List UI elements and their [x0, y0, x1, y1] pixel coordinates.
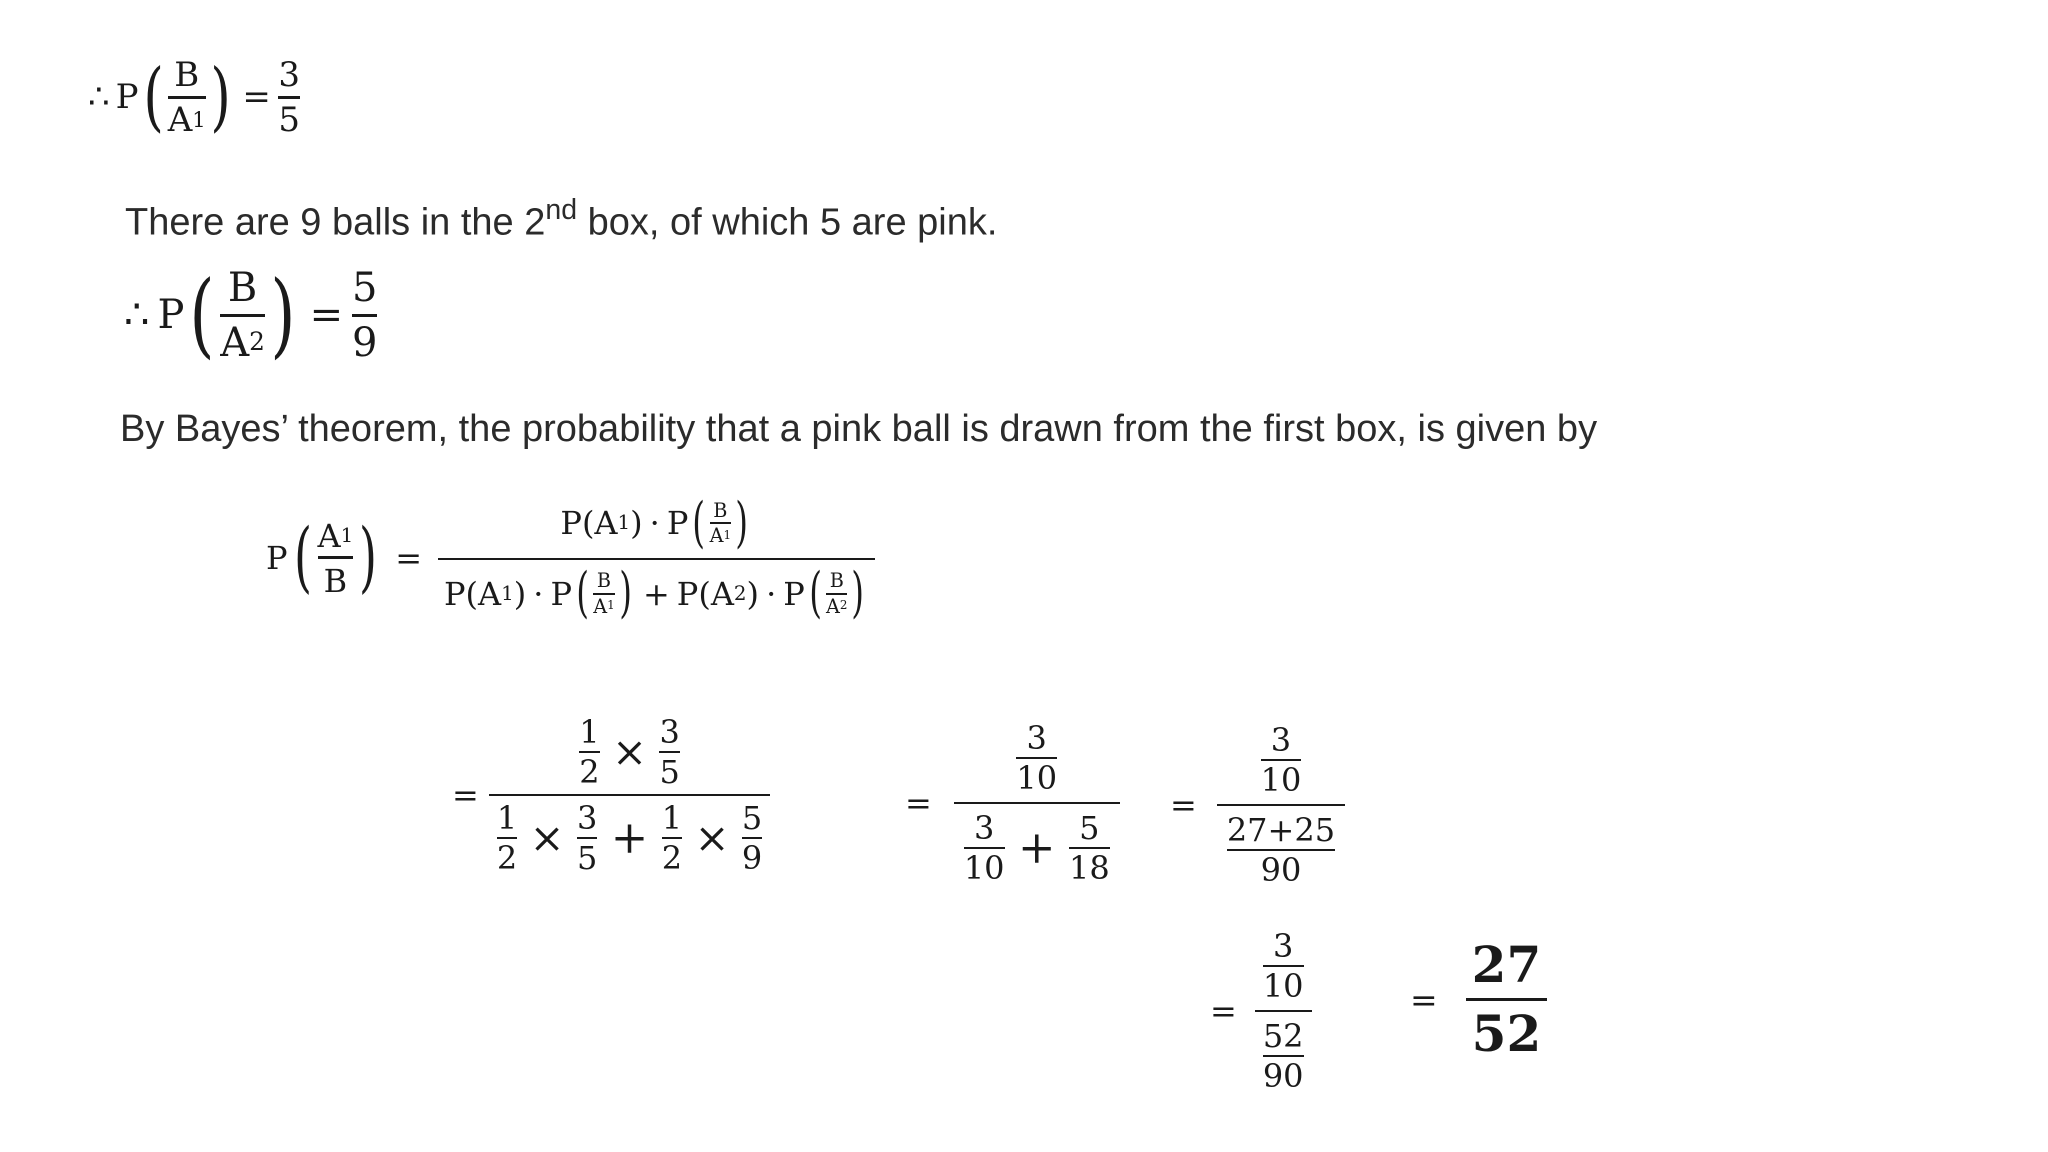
- fraction-1-2: [661, 799, 683, 877]
- prob-symbol: P: [444, 574, 466, 613]
- left-paren: (: [189, 261, 215, 369]
- times-operator: ×: [612, 727, 647, 777]
- subscript: 1: [607, 598, 615, 613]
- subscript: 2: [733, 581, 747, 605]
- denominator: 90: [1260, 851, 1302, 889]
- times-operator: ×: [694, 813, 730, 863]
- bayes-denominator: [438, 560, 875, 625]
- numerator: 1: [496, 799, 518, 837]
- fraction-52-90: [1262, 1017, 1304, 1095]
- left-paren: (: [692, 491, 706, 554]
- prob-symbol: P: [550, 574, 573, 613]
- event-a: A: [593, 594, 608, 618]
- fraction-5-18: [1068, 809, 1110, 887]
- denominator: 5: [576, 839, 598, 877]
- fraction-5-9: [351, 265, 378, 366]
- denominator: [167, 99, 206, 140]
- prob-symbol: P: [666, 504, 689, 543]
- prob-symbol: P: [266, 539, 288, 578]
- numerator: 3: [1272, 927, 1294, 965]
- right-paren: ): [270, 261, 296, 369]
- step-1-substitution: [452, 713, 770, 877]
- fraction-1-2: [579, 713, 600, 791]
- prob-symbol: P: [676, 574, 699, 613]
- denominator: 2: [496, 839, 518, 877]
- prob-symbol: P: [560, 504, 582, 543]
- right-paren: ): [851, 561, 865, 625]
- step-3-denominator: [1217, 806, 1345, 889]
- event-a: A: [317, 517, 341, 556]
- bayes-formula: [266, 491, 875, 625]
- subscript: 1: [340, 524, 354, 548]
- fraction-3-10: [1262, 927, 1304, 1005]
- denominator: 5: [278, 99, 300, 140]
- prob-symbol: P: [115, 77, 139, 118]
- therefore-symbol: ∴: [88, 77, 110, 118]
- fraction-b-over-a2: [220, 265, 265, 366]
- fraction-3-10: [1260, 721, 1302, 799]
- numerator: 3: [576, 799, 598, 837]
- right-paren: ): [746, 574, 760, 613]
- fraction-1-2: [496, 799, 518, 877]
- statement-prefix: There are 9 balls in the 2: [125, 201, 546, 244]
- numerator: 27+25: [1226, 811, 1336, 849]
- equals-sign: =: [242, 77, 271, 118]
- fraction-a1-over-b: [317, 517, 354, 600]
- denominator: B: [323, 561, 348, 600]
- step-2-denominator: [954, 804, 1120, 887]
- plus-operator: +: [610, 810, 649, 864]
- denominator: 18: [1068, 849, 1110, 887]
- event-a: A: [709, 524, 724, 548]
- step-3-combined: [1170, 721, 1345, 889]
- denominator: 10: [1260, 761, 1302, 799]
- numerator: 1: [661, 799, 683, 837]
- numerator: B: [713, 499, 728, 522]
- right-paren: ): [618, 561, 632, 625]
- numerator: B: [227, 265, 258, 311]
- step-2-simplified: [905, 719, 1120, 887]
- prob-symbol: P: [157, 292, 185, 339]
- step-1-fraction: [489, 713, 770, 877]
- plus-operator: +: [642, 574, 670, 613]
- step-3-numerator: [1260, 721, 1302, 804]
- left-paren: (: [142, 52, 164, 140]
- dot-operator: ·: [649, 504, 660, 543]
- prob-symbol: P: [783, 574, 805, 613]
- denominator: 5: [659, 753, 680, 791]
- denominator: 9: [351, 319, 378, 366]
- step-4-denominator: [1255, 1012, 1312, 1095]
- therefore-symbol: ∴: [124, 292, 150, 339]
- step-2-fraction: [954, 719, 1120, 887]
- fraction-3-5: [659, 713, 680, 791]
- equals-sign: =: [309, 292, 344, 339]
- fraction-27-52: [1466, 935, 1548, 1063]
- bayes-statement: By Bayes’ theorem, the probability that a pink ball is drawn from the first box, is given by: [120, 408, 1598, 450]
- numerator: 5: [351, 265, 378, 311]
- denominator: [709, 524, 732, 548]
- subscript: 1: [723, 527, 732, 542]
- numerator: 3: [973, 809, 995, 847]
- denominator: 10: [1262, 967, 1304, 1005]
- denominator: 90: [1262, 1057, 1304, 1095]
- right-paren: ): [513, 574, 527, 613]
- right-paren: ): [359, 513, 378, 602]
- denominator: 2: [579, 753, 600, 791]
- fraction-b-over-a1-small: [709, 499, 732, 548]
- fraction-5-9: [741, 799, 763, 877]
- denominator: 2: [661, 839, 683, 877]
- equals-sign: =: [1170, 786, 1197, 824]
- step-1-numerator: [579, 713, 680, 794]
- step-4-numerator: [1262, 927, 1304, 1010]
- fraction-b-over-a1: [167, 55, 206, 140]
- step-1-denominator: [489, 796, 770, 877]
- ordinal-superscript: nd: [545, 194, 578, 226]
- fraction-3-5: [278, 55, 300, 140]
- step-4-reduced: [1210, 927, 1312, 1095]
- fraction-3-10: [1016, 719, 1058, 797]
- numerator: 3: [1026, 719, 1047, 757]
- step-3-fraction: [1217, 721, 1345, 889]
- fraction-3-10: [963, 809, 1005, 887]
- numerator: [317, 517, 354, 556]
- equals-sign: =: [1210, 992, 1237, 1030]
- denominator: 10: [963, 849, 1005, 887]
- denominator: 9: [741, 839, 763, 877]
- equals-sign: =: [452, 776, 479, 814]
- left-paren: (: [293, 513, 312, 602]
- left-paren: (: [698, 574, 711, 613]
- equation-p-b-given-a1: [88, 52, 300, 140]
- fraction-3-5: [576, 799, 598, 877]
- dot-operator: ·: [766, 574, 777, 613]
- plus-operator: +: [1017, 820, 1056, 874]
- fraction-sum-over-90: [1226, 811, 1336, 889]
- right-paren: ): [210, 52, 231, 140]
- bayes-numerator: [560, 491, 752, 558]
- right-paren: ): [735, 491, 749, 554]
- numerator: B: [596, 569, 612, 593]
- numerator: 5: [1079, 809, 1100, 847]
- subscript: 1: [617, 511, 631, 535]
- event-a: A: [594, 504, 618, 543]
- bayes-main-fraction: [438, 491, 875, 625]
- times-operator: ×: [529, 813, 565, 863]
- statement-suffix: box, of which 5 are pink.: [577, 201, 998, 244]
- left-paren: (: [581, 504, 595, 543]
- numerator: B: [829, 569, 844, 593]
- numerator: 3: [278, 55, 300, 95]
- step-4-fraction: [1255, 927, 1312, 1095]
- equation-p-b-given-a2: [124, 261, 378, 369]
- numerator: 3: [1270, 721, 1292, 759]
- denominator: 52: [1471, 1003, 1542, 1063]
- subscript: 2: [839, 598, 848, 613]
- event-a: A: [710, 574, 734, 613]
- denominator: [220, 317, 265, 366]
- denominator: [593, 595, 614, 616]
- left-paren: (: [576, 561, 590, 625]
- numerator: 1: [579, 713, 600, 751]
- event-a: A: [478, 574, 502, 613]
- final-result: [1410, 935, 1547, 1063]
- numerator: 27: [1471, 935, 1542, 994]
- denominator: 10: [1016, 759, 1058, 797]
- numerator: 5: [741, 799, 763, 837]
- statement-box-two: [125, 194, 997, 245]
- left-paren: (: [809, 561, 822, 625]
- step-2-numerator: [1016, 719, 1058, 802]
- dot-operator: ·: [533, 574, 544, 613]
- left-paren: (: [465, 574, 479, 613]
- fraction-b-over-a1-small: [593, 569, 615, 618]
- fraction-b-over-a2-small: [826, 569, 848, 618]
- equals-sign: =: [1410, 979, 1438, 1019]
- equals-sign: =: [905, 784, 932, 822]
- event-a: A: [826, 594, 840, 618]
- numerator: 3: [659, 713, 680, 751]
- denominator: [826, 595, 847, 616]
- subscript: 2: [249, 327, 265, 357]
- right-paren: ): [630, 504, 643, 543]
- subscript: 1: [192, 106, 206, 132]
- numerator: B: [174, 55, 200, 95]
- event-a: A: [167, 99, 193, 140]
- numerator: 52: [1262, 1017, 1304, 1055]
- event-a: A: [220, 319, 250, 366]
- subscript: 1: [501, 581, 514, 605]
- equals-sign: =: [395, 539, 423, 578]
